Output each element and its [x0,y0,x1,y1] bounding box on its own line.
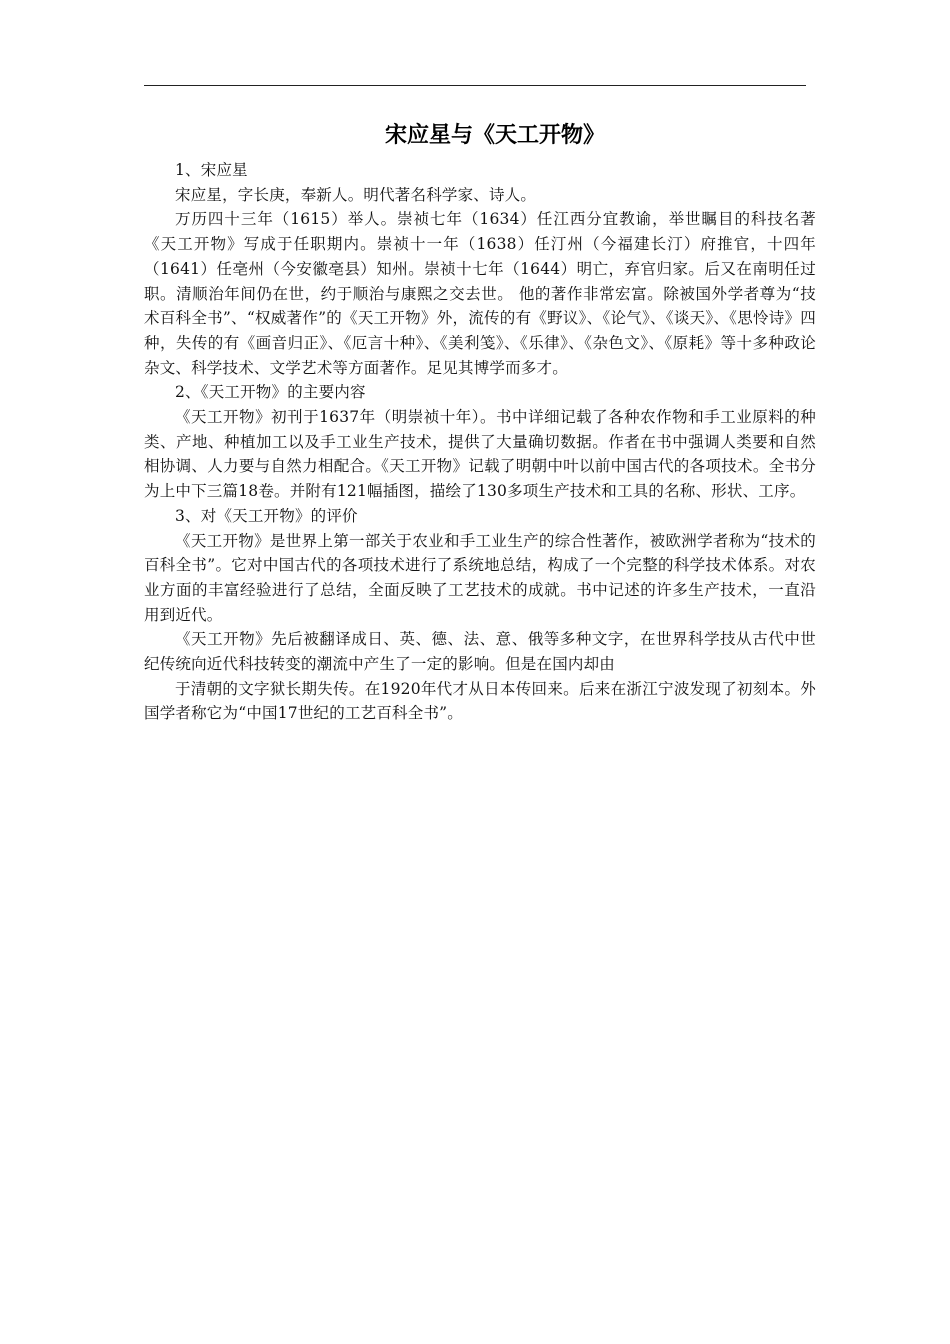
document-title: 宋应星与《天工开物》 [384,123,605,148]
paragraph: 于清朝的文字狱长期失传。在1920年代才从日本传回来。后来在浙江宁波发现了初刻本。外国学者称它为“中国17世纪的工艺百科全书”。 [144,679,816,723]
paragraph: 《天工开物》是世界上第一部关于农业和手工业生产的综合性著作，被欧洲学者称为“技术的百科全书”。它对中国古代的各项技术进行了系统地总结，构成了一个完整的科学技术体系。对农业方面的丰富经验进行了总结，全面反映了工艺技术的成就。书中记述的许多生产技术，一直沿用到近代。 [144,531,816,624]
paragraph: 《天工开物》初刊于1637年（明崇祯十年）。书中详细记载了各种农作物和手工业原料的种类、产地、种植加工以及手工业生产技术，提供了大量确切数据。作者在书中强调人类要和自然相协调、人力要与自然力相配合。《天工开物》记载了明朝中叶以前中国古代的各项技术。全书分为上中下三篇18卷。并附有121幅插图，描绘了130多项生产技术和工具的名称、形状、工序。 [144,408,816,501]
section-heading: 1、宋应星 [175,161,248,179]
header-rule [144,85,806,86]
paragraph: 宋应星，字长庚，奉新人。明代著名科学家、诗人。 [175,185,537,204]
section-heading: 2、《天工开物》的主要内容 [175,383,366,402]
section-heading: 3、对《天工开物》的评价 [175,506,358,525]
document-body [144,158,816,726]
paragraph: 《天工开物》先后被翻译成日、英、德、法、意、俄等多种文字，在世界科学技从古代中世纪传统向近代科技转变的潮流中产生了一定的影响。但是在国内却由 [144,630,816,674]
paragraph: 万历四十三年（1615）举人。崇祯七年（1634）任江西分宜教谕，举世瞩目的科技名著《天工开物》写成于任职期内。崇祯十一年（1638）任汀州（今福建长汀）府推官，十四年（1641）任亳州（今安徽亳县）知州。崇祯十七年（1644）明亡，弃官归家。后又在南明任过职。清顺治年间仍在世，约于顺治与康熙之交去世。 他的著作非常宏富。除被国外学者尊为“技术百科全书”、“权威著作”的《天工开物》外，流传的有《野议》、《论气》、《谈天》、《思怜诗》四种，失传的有《画音归正》、《厄言十种》、《美利笺》、《乐律》、《杂色文》、《原耗》等十多种政论杂文、科学技术、文学艺术等方面著作。足见其博学而多才。 [144,210,816,377]
